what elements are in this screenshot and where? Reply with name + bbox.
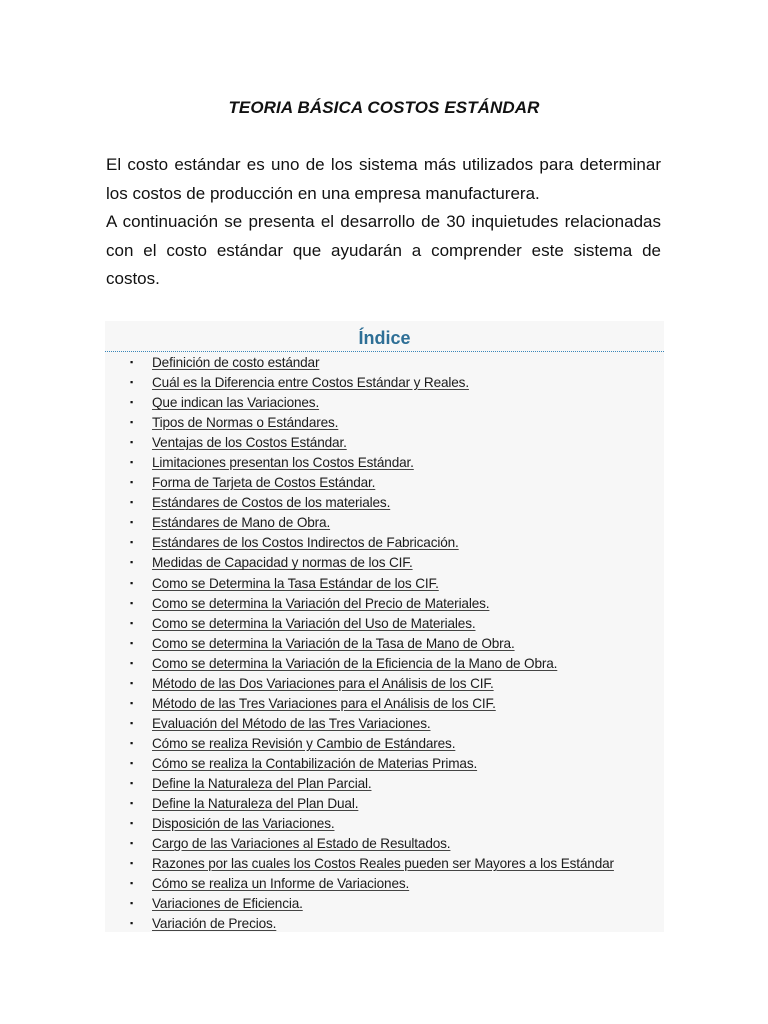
index-item	[105, 472, 664, 492]
index-item	[105, 773, 664, 793]
index-item	[105, 633, 664, 653]
intro-paragraph-1: El costo estándar es uno de los sistema más utilizados para determinar los costos de producción en una empresa manufacturera.	[106, 155, 661, 203]
bullet-icon: ▪	[130, 898, 134, 909]
index-item	[105, 673, 664, 693]
bullet-icon: ▪	[130, 617, 134, 628]
bullet-icon: ▪	[130, 477, 134, 488]
bullet-icon: ▪	[130, 517, 134, 528]
intro-text	[106, 151, 661, 294]
index-item-link[interactable]: Como se determina la Variación de la Tasa de Mano de Obra.	[152, 635, 515, 651]
bullet-icon: ▪	[130, 657, 134, 668]
index-item	[105, 392, 664, 412]
index-item-link[interactable]: Razones por las cuales los Costos Reales pueden ser Mayores a los Estándar	[152, 856, 614, 872]
index-item	[105, 873, 664, 893]
index-item-link[interactable]: Define la Naturaleza del Plan Parcial.	[152, 775, 372, 791]
bullet-icon: ▪	[130, 377, 134, 388]
index-item-link[interactable]: Cómo se realiza la Contabilización de Materias Primas.	[152, 755, 478, 771]
document-title: TEORIA BÁSICA COSTOS ESTÁNDAR	[228, 98, 540, 117]
index-box	[105, 321, 664, 932]
bullet-icon: ▪	[130, 798, 134, 809]
index-item	[105, 512, 664, 532]
index-item	[105, 412, 664, 432]
bullet-icon: ▪	[130, 677, 134, 688]
index-item	[105, 593, 664, 613]
bullet-icon: ▪	[130, 457, 134, 468]
bullet-icon: ▪	[130, 918, 134, 929]
bullet-icon: ▪	[130, 537, 134, 548]
index-item-link[interactable]: Estándares de Costos de los materiales.	[152, 495, 391, 511]
index-item-link[interactable]: Variaciones de Eficiencia.	[152, 896, 303, 912]
index-item	[105, 813, 664, 833]
bullet-icon: ▪	[130, 858, 134, 869]
index-item	[105, 913, 664, 933]
index-item-link[interactable]: Disposición de las Variaciones.	[152, 816, 335, 832]
bullet-icon: ▪	[130, 757, 134, 768]
index-item-link[interactable]: Método de las Dos Variaciones para el Análisis de los CIF.	[152, 675, 494, 691]
bullet-icon: ▪	[130, 397, 134, 408]
index-item-link[interactable]: Ventajas de los Costos Estándar.	[152, 435, 347, 451]
index-item	[105, 693, 664, 713]
bullet-icon: ▪	[130, 737, 134, 748]
index-item	[105, 492, 664, 512]
bullet-icon: ▪	[130, 838, 134, 849]
index-item-link[interactable]: Como se determina la Variación del Precio de Materiales.	[152, 595, 490, 611]
bullet-icon: ▪	[130, 357, 134, 367]
index-item-link[interactable]: Cómo se realiza un Informe de Variaciones.	[152, 876, 410, 892]
bullet-icon: ▪	[130, 577, 134, 588]
index-item	[105, 573, 664, 593]
index-item	[105, 833, 664, 853]
index-item	[105, 653, 664, 673]
bullet-icon: ▪	[130, 597, 134, 608]
index-item	[105, 372, 664, 392]
bullet-icon: ▪	[130, 557, 134, 568]
index-item	[105, 352, 664, 372]
index-item-link[interactable]: Estándares de Mano de Obra.	[152, 515, 331, 531]
index-item	[105, 452, 664, 472]
index-item-link[interactable]: Define la Naturaleza del Plan Dual.	[152, 796, 359, 812]
index-item-link[interactable]: Estándares de los Costos Indirectos de Fabricación.	[152, 535, 459, 551]
index-item-link[interactable]: Medidas de Capacidad y normas de los CIF.	[152, 555, 413, 571]
index-item	[105, 893, 664, 913]
bullet-icon: ▪	[130, 717, 134, 728]
index-title: Índice	[105, 321, 664, 352]
index-item-link[interactable]: Método de las Tres Variaciones para el Análisis de los CIF.	[152, 695, 496, 711]
index-item-link[interactable]: Definición de costo estándar	[152, 355, 320, 370]
index-item	[105, 613, 664, 633]
bullet-icon: ▪	[130, 777, 134, 788]
index-item-link[interactable]: Evaluación del Método de las Tres Variaciones.	[152, 715, 431, 731]
index-item	[105, 733, 664, 753]
bullet-icon: ▪	[130, 497, 134, 508]
bullet-icon: ▪	[130, 818, 134, 829]
intro-paragraph-2: A continuación se presenta el desarrollo de 30 inquietudes relacionadas con el costo estándar que ayudarán a comprender este sistema de costos.	[106, 212, 661, 288]
index-list	[105, 352, 664, 933]
bullet-icon: ▪	[130, 697, 134, 708]
index-item-link[interactable]: Limitaciones presentan los Costos Estándar.	[152, 455, 414, 471]
bullet-icon: ▪	[130, 437, 134, 448]
index-item-link[interactable]: Como se determina la Variación de la Eficiencia de la Mano de Obra.	[152, 655, 558, 671]
index-item-link[interactable]: Como se Determina la Tasa Estándar de los CIF.	[152, 575, 439, 591]
index-item	[105, 793, 664, 813]
index-item-link[interactable]: Cargo de las Variaciones al Estado de Resultados.	[152, 836, 451, 852]
bullet-icon: ▪	[130, 417, 134, 428]
index-item	[105, 552, 664, 572]
index-item-link[interactable]: Cómo se realiza Revisión y Cambio de Estándares.	[152, 735, 456, 751]
index-item	[105, 853, 664, 873]
index-item	[105, 753, 664, 773]
bullet-icon: ▪	[130, 878, 134, 889]
index-item-link[interactable]: Como se determina la Variación del Uso de Materiales.	[152, 615, 476, 631]
index-item-link[interactable]: Cuál es la Diferencia entre Costos Estándar y Reales.	[152, 375, 469, 391]
index-item-link[interactable]: Tipos de Normas o Estándares.	[152, 415, 339, 431]
index-item	[105, 432, 664, 452]
index-item-link[interactable]: Variación de Precios.	[152, 916, 277, 932]
index-item-link[interactable]: Forma de Tarjeta de Costos Estándar.	[152, 475, 376, 491]
index-item-link[interactable]: Que indican las Variaciones.	[152, 395, 320, 411]
index-item	[105, 713, 664, 733]
bullet-icon: ▪	[130, 637, 134, 648]
index-item	[105, 532, 664, 552]
